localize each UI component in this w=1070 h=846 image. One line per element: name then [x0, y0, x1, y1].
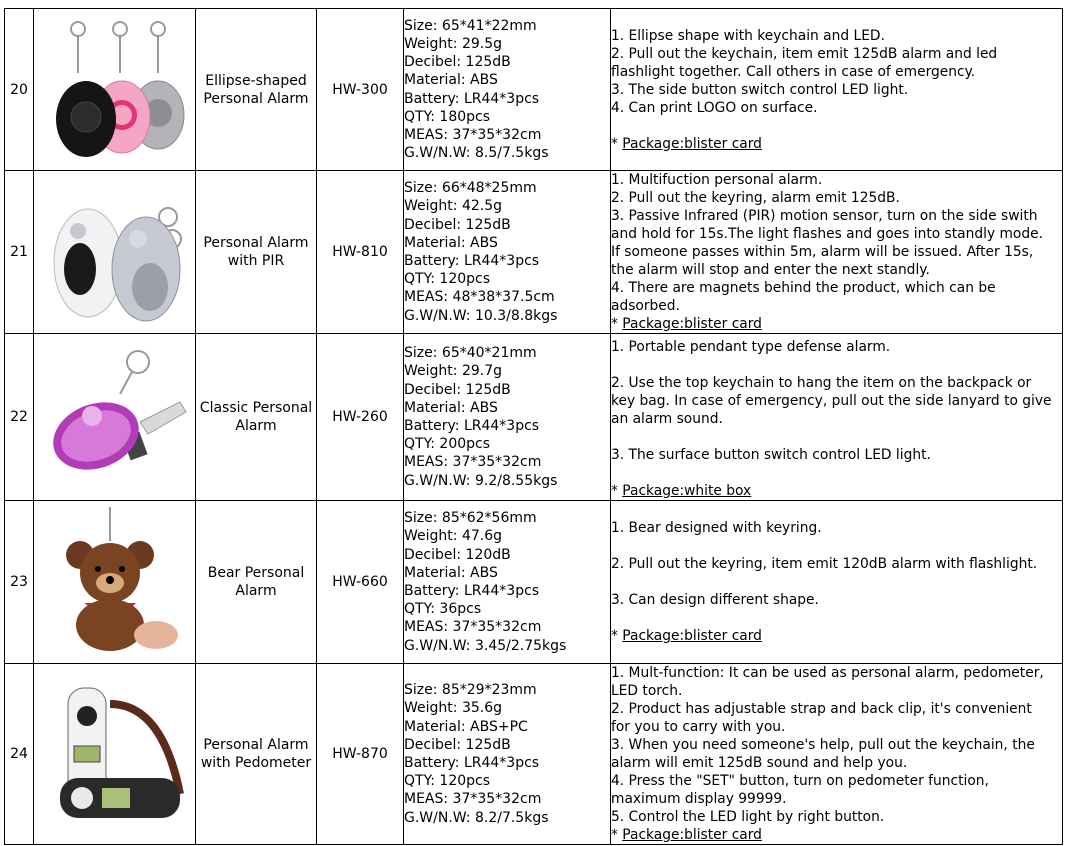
description	[611, 501, 1063, 664]
product-name-line: Personal Alarm	[203, 90, 309, 107]
desc-line: 3. Can design different shape.	[611, 592, 819, 608]
spec-line: Decibel: 125dB	[404, 736, 511, 753]
spec-line: QTY: 180pcs	[404, 108, 491, 125]
desc-line: 2. Pull out the keyring, alarm emit 125dB.	[611, 190, 900, 206]
product-name	[196, 501, 317, 664]
desc-line: 1. Multifuction personal alarm.	[611, 172, 823, 188]
package-label: Package:blister card	[622, 628, 762, 644]
package-line: * Package:white box	[611, 483, 752, 499]
spec-line: MEAS: 37*35*32cm	[404, 619, 542, 636]
desc-spacer	[611, 117, 1062, 135]
desc-line: 2. Pull out the keychain, item emit 125dB alarm and led	[611, 45, 998, 62]
spec-line: Material: ABS	[404, 564, 498, 581]
desc-line: the alarm will stop and enter the next standly.	[611, 262, 930, 278]
desc-line: 2. Pull out the keyring, item emit 120dB alarm with flashlight.	[611, 556, 1038, 572]
desc-line: 3. When you need someone's help, pull out the keychain, the	[611, 737, 1035, 753]
ellipse-alarm-trio-icon	[40, 15, 190, 165]
package-line: * Package:blister card	[611, 135, 762, 152]
spec-line: MEAS: 37*35*32cm	[404, 454, 542, 471]
spec-line: Battery: LR44*3pcs	[404, 418, 540, 434]
product-name-line: Bear Personal	[207, 565, 305, 581]
spec-line: QTY: 120pcs	[404, 271, 491, 288]
product-table	[4, 8, 1063, 845]
spec-line: Battery: LR44*3pcs	[404, 253, 540, 269]
product-name	[196, 664, 317, 845]
pir-alarm-pair-icon	[40, 177, 190, 327]
spec-line: Weight: 42.5g	[404, 198, 502, 215]
spec-line: G.W/N.W: 8.5/7.5kgs	[404, 145, 549, 162]
desc-spacer	[611, 464, 1062, 482]
product-name-line: with Pedometer	[200, 755, 312, 771]
spec-list	[404, 334, 611, 501]
spec-line: Decibel: 120dB	[404, 546, 511, 563]
desc-line: 4. There are magnets behind the product, which can be	[611, 280, 996, 296]
spec-line: Size: 85*62*56mm	[404, 510, 537, 527]
model-number: HW-300	[317, 9, 404, 171]
item-number: 24	[5, 664, 34, 845]
desc-line: key bag. In case of emergency, pull out the side lanyard to give	[611, 393, 1052, 409]
item-number: 23	[5, 501, 34, 664]
table-row	[5, 9, 1063, 171]
spec-list	[404, 664, 611, 845]
desc-line: 5. Control the LED light by right button.	[611, 809, 885, 825]
item-number: 20	[5, 9, 34, 171]
desc-line: and hold for 15s.The light flashes and goes into standly mode.	[611, 226, 1044, 242]
spec-line: Decibel: 125dB	[404, 381, 511, 398]
product-name	[196, 9, 317, 171]
description	[611, 171, 1063, 334]
table-row	[5, 171, 1063, 334]
package-label: Package:blister card	[622, 827, 762, 843]
table-row	[5, 664, 1063, 845]
spec-list	[404, 9, 611, 171]
desc-line: maximum display 99999.	[611, 791, 787, 807]
product-photo	[34, 501, 196, 664]
desc-line: 4. Press the "SET" button, turn on pedometer function,	[611, 773, 989, 789]
desc-line: an alarm sound.	[611, 411, 723, 427]
spec-line: QTY: 36pcs	[404, 601, 482, 618]
bear-alarm-icon	[40, 507, 190, 657]
desc-line: adsorbed.	[611, 298, 680, 314]
product-name-line: Classic Personal	[199, 400, 313, 416]
desc-line: 2. Product has adjustable strap and back clip, it's convenient	[611, 701, 1032, 717]
spec-line: G.W/N.W: 8.2/7.5kgs	[404, 809, 549, 826]
spec-line: Weight: 29.7g	[404, 363, 502, 380]
spec-line: Size: 66*48*25mm	[404, 180, 537, 197]
spec-line: Battery: LR44*3pcs	[404, 755, 540, 771]
table-row	[5, 334, 1063, 501]
model-number: HW-810	[317, 171, 404, 334]
description	[611, 664, 1063, 845]
desc-line: 2. Use the top keychain to hang the item on the backpack or	[611, 375, 1032, 391]
desc-line: 3. The side button switch control LED light.	[611, 81, 909, 98]
spec-list	[404, 171, 611, 334]
desc-line: 4. Can print LOGO on surface.	[611, 99, 818, 116]
desc-spacer	[611, 609, 1062, 627]
spec-line: MEAS: 37*35*32cm	[404, 791, 542, 808]
spec-line: Size: 65*41*22mm	[404, 17, 537, 34]
spec-line: Material: ABS	[404, 72, 498, 89]
desc-spacer	[611, 573, 1062, 591]
desc-spacer	[611, 537, 1062, 555]
product-photo	[34, 9, 196, 171]
item-number: 22	[5, 334, 34, 501]
spec-line: MEAS: 48*38*37.5cm	[404, 289, 555, 306]
package-line: * Package:blister card	[611, 827, 762, 843]
description	[611, 9, 1063, 171]
desc-line: 1. Bear designed with keyring.	[611, 520, 822, 536]
item-number: 21	[5, 171, 34, 334]
product-photo	[34, 334, 196, 501]
product-name-line: Alarm	[235, 583, 277, 599]
spec-line: Material: ABS	[404, 399, 498, 416]
desc-line: 1. Mult-function: It can be used as personal alarm, pedometer,	[611, 665, 1044, 681]
pedometer-alarm-icon	[40, 674, 190, 834]
desc-line: 3. Passive Infrared (PIR) motion sensor, turn on the side swith	[611, 208, 1038, 224]
desc-spacer	[611, 428, 1062, 446]
desc-line: for you to carry with you.	[611, 719, 786, 735]
spec-line: Material: ABS+PC	[404, 718, 528, 735]
product-name	[196, 171, 317, 334]
spec-line: G.W/N.W: 10.3/8.8kgs	[404, 307, 558, 324]
product-name-line: Ellipse-shaped	[205, 72, 307, 89]
package-line: * Package:blister card	[611, 316, 762, 332]
spec-line: Weight: 35.6g	[404, 700, 502, 717]
spec-line: Battery: LR44*3pcs	[404, 583, 540, 599]
spec-line: QTY: 120pcs	[404, 773, 491, 790]
description	[611, 334, 1063, 501]
desc-spacer	[611, 356, 1062, 374]
product-name	[196, 334, 317, 501]
product-name-line: Personal Alarm	[203, 235, 309, 251]
spec-line: Weight: 29.5g	[404, 35, 502, 52]
desc-line: 3. The surface button switch control LED light.	[611, 447, 931, 463]
model-number: HW-660	[317, 501, 404, 664]
spec-line: Decibel: 125dB	[404, 54, 511, 71]
spec-line: QTY: 200pcs	[404, 436, 491, 453]
desc-line: alarm will emit 125dB sound and help you.	[611, 755, 908, 771]
product-name-line: Personal Alarm	[203, 737, 309, 753]
desc-line: 1. Portable pendant type defense alarm.	[611, 339, 891, 355]
desc-line: flashlight together. Call others in case of emergency.	[611, 63, 976, 80]
spec-line: Decibel: 125dB	[404, 216, 511, 233]
package-label: Package:blister card	[622, 316, 762, 332]
product-name-line: Alarm	[235, 418, 277, 434]
product-photo	[34, 664, 196, 845]
spec-list	[404, 501, 611, 664]
package-label: Package:blister card	[622, 135, 762, 152]
spec-line: Size: 85*29*23mm	[404, 682, 537, 699]
spec-line: Size: 65*40*21mm	[404, 345, 537, 362]
package-line: * Package:blister card	[611, 628, 762, 644]
table-row	[5, 501, 1063, 664]
spec-line: MEAS: 37*35*32cm	[404, 126, 542, 143]
desc-line: 1. Ellipse shape with keychain and LED.	[611, 27, 885, 44]
model-number: HW-870	[317, 664, 404, 845]
desc-line: LED torch.	[611, 683, 683, 699]
model-number: HW-260	[317, 334, 404, 501]
purple-alarm-icon	[40, 342, 190, 492]
spec-line: Material: ABS	[404, 234, 498, 251]
spec-line: Battery: LR44*3pcs	[404, 90, 540, 107]
spec-line: Weight: 47.6g	[404, 528, 502, 545]
package-label: Package:white box	[622, 483, 752, 499]
spec-line: G.W/N.W: 9.2/8.55kgs	[404, 472, 558, 489]
product-photo	[34, 171, 196, 334]
product-name-line: with PIR	[227, 253, 285, 269]
desc-line: If someone passes within 5m, alarm will be issued. After 15s,	[611, 244, 1034, 260]
spec-line: G.W/N.W: 3.45/2.75kgs	[404, 637, 567, 654]
